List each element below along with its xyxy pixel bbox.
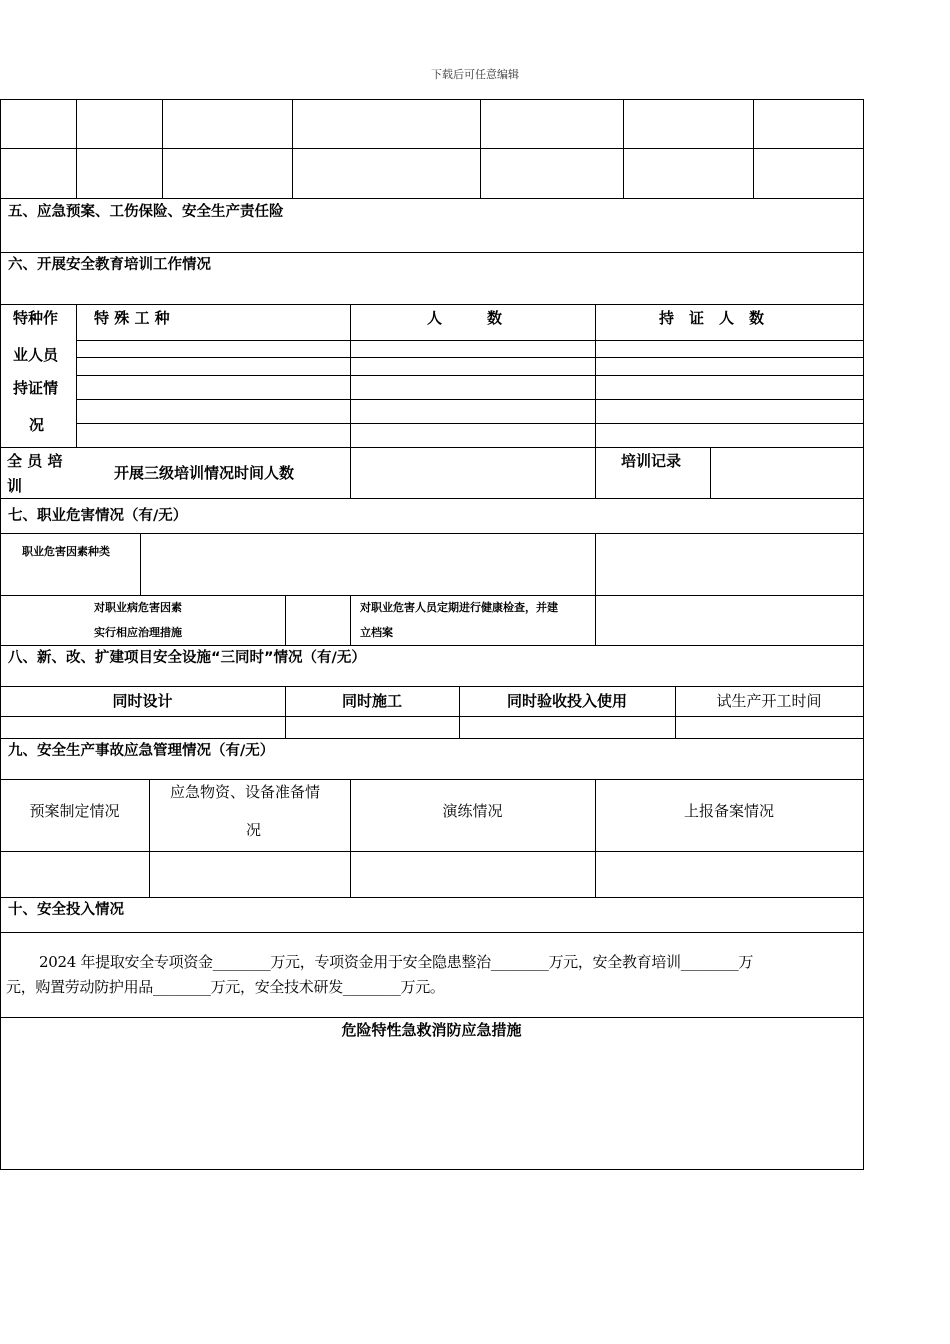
section-10-title: 十、安全投入情况 [8, 902, 124, 918]
occupational-factor-types-label: 职业危害因素种类 [22, 545, 110, 558]
grid-vline [753, 99, 754, 198]
col-simultaneous-acceptance: 同时验收投入使用 [506, 692, 627, 710]
grid-hline [0, 686, 864, 687]
grid-hline [76, 340, 864, 341]
all-staff-training-label-line1: 全 员 培 [7, 452, 63, 470]
three-level-training-desc: 开展三级培训情况时间人数 [114, 464, 295, 482]
grid-hline [0, 897, 864, 898]
grid-hline [0, 738, 864, 739]
grid-vline [76, 99, 77, 198]
col-special-trade: 特 殊 工 种 [94, 309, 170, 327]
health-check-line1: 对职业危害人员定期进行健康检查，并建 [360, 601, 558, 614]
occupational-measures-line2: 实行相应治理措施 [94, 626, 182, 639]
all-staff-training-label-line2: 训 [7, 477, 23, 495]
grid-vline [350, 595, 351, 645]
grid-vline [595, 304, 596, 498]
grid-hline [0, 99, 864, 100]
health-check-line2: 立档案 [360, 626, 393, 639]
training-record-label: 培训记录 [621, 452, 682, 470]
grid-vline [162, 99, 163, 198]
grid-vline [623, 99, 624, 198]
special-workers-label-line1: 特种作 [13, 309, 59, 327]
col-plan-status: 预案制定情况 [29, 802, 120, 820]
special-workers-label-line4: 况 [29, 416, 45, 434]
grid-vline [140, 533, 141, 595]
grid-hline [0, 252, 864, 253]
special-workers-label-line2: 业人员 [13, 346, 59, 364]
grid-vline [149, 779, 150, 897]
grid-vline [863, 99, 864, 1170]
grid-hline [0, 932, 864, 933]
col-certified-count: 持 证 人 数 [659, 309, 765, 327]
col-headcount: 人 数 [427, 309, 503, 327]
occupational-measures-line1: 对职业病危害因素 [94, 601, 182, 614]
special-workers-label-line3: 持证情 [13, 379, 59, 397]
col-trial-production-time: 试生产开工时间 [716, 692, 822, 710]
col-materials-line1: 应急物资、设备准备情 [170, 783, 321, 801]
section-5-title: 五、应急预案、工伤保险、安全生产责任险 [8, 204, 284, 220]
grid-vline [292, 99, 293, 198]
grid-vline [0, 99, 1, 1170]
grid-hline [0, 148, 864, 149]
grid-hline [76, 375, 864, 376]
col-simultaneous-construction: 同时施工 [341, 692, 402, 710]
grid-hline [0, 716, 864, 717]
grid-hline [0, 1169, 864, 1170]
grid-vline [285, 595, 286, 645]
grid-hline [0, 645, 864, 646]
section-9-title: 九、安全生产事故应急管理情况（有/无） [8, 743, 275, 759]
grid-hline [0, 1017, 864, 1018]
grid-hline [76, 423, 864, 424]
grid-hline [0, 533, 864, 534]
col-materials-line2: 况 [246, 821, 262, 839]
section-8-title: 八、新、改、扩建项目安全设施“三同时”情况（有/无） [8, 650, 366, 666]
grid-vline [480, 99, 481, 198]
col-report-filing: 上报备案情况 [683, 802, 774, 820]
col-drill-status: 演练情况 [442, 802, 503, 820]
col-simultaneous-design: 同时设计 [112, 692, 173, 710]
grid-hline [0, 595, 864, 596]
grid-hline [76, 357, 864, 358]
investment-text-line1: 2024 年提取安全专项资金________万元，专项资金用于安全隐患整治________万元，安全教育培训________万 [39, 953, 754, 971]
grid-vline [76, 304, 77, 448]
grid-hline [0, 304, 864, 305]
grid-hline [0, 779, 864, 780]
grid-vline [710, 447, 711, 498]
grid-hline [0, 198, 864, 199]
grid-vline [595, 779, 596, 897]
page-header-note: 下载后可任意编辑 [431, 68, 519, 81]
grid-vline [350, 779, 351, 897]
grid-hline [0, 498, 864, 499]
grid-vline [350, 304, 351, 498]
grid-hline [0, 447, 864, 448]
grid-hline [0, 851, 864, 852]
hazard-emergency-measures-title: 危险特性急救消防应急措施 [341, 1021, 522, 1039]
grid-hline [76, 399, 864, 400]
investment-text-line2: 元，购置劳动防护用品________万元，安全技术研发________万元。 [6, 978, 445, 996]
section-6-title: 六、开展安全教育培训工作情况 [8, 257, 211, 273]
section-7-title: 七、职业危害情况（有/无） [8, 508, 188, 524]
grid-vline [595, 533, 596, 645]
